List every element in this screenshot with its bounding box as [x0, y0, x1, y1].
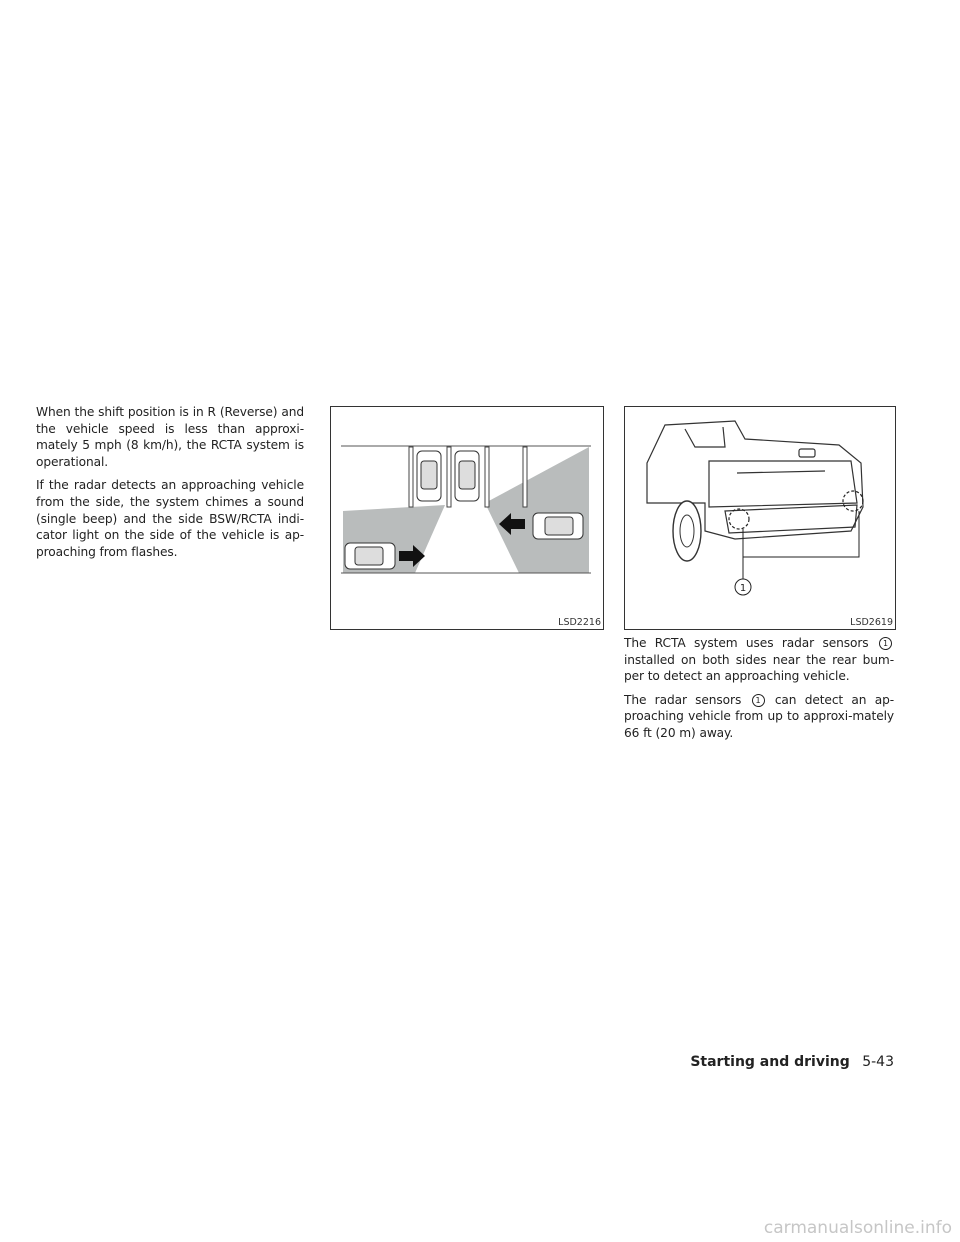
sensor-text-part2: installed on both sides near the rear bum-per to detect an approaching vehicle.: [624, 652, 894, 684]
paragraph-detection-alert: If the radar detects an approaching vehicle from the side, the system chimes a sound (single beep) and the side BSW/RCTA indi-cator light on the side of the vehicle is ap-proaching from flashes.: [36, 478, 304, 559]
left-text-column: [36, 404, 304, 567]
paragraph-operating-condition: When the shift position is in R (Reverse) and the vehicle speed is less than approxi-mately 5 mph (8 km/h), the RCTA system is operational.: [36, 405, 304, 469]
rear-wheel: [673, 501, 701, 561]
sensor-marker-icon: 1: [879, 637, 892, 650]
page-footer: [690, 1054, 894, 1070]
right-text-column: [624, 635, 894, 749]
figure-code: LSD2216: [558, 617, 601, 628]
right-radar-sensor: [843, 491, 863, 511]
parked-car: [417, 451, 441, 501]
sensor-marker-icon: 1: [752, 694, 765, 707]
right-detection-zone: [485, 447, 589, 573]
sensor-text-part1: The RCTA system uses radar sensors: [624, 636, 869, 650]
range-text-part1: The radar sensors: [624, 692, 742, 707]
callout-number: 1: [739, 583, 747, 594]
approaching-car-left: [345, 543, 395, 569]
approaching-car-right: [533, 513, 583, 539]
reversing-car: [455, 451, 479, 501]
figure-code: LSD2619: [850, 617, 893, 628]
rcta-detection-zone-illustration: [330, 406, 604, 630]
section-title: Starting and driving: [690, 1054, 850, 1070]
rear-radar-sensor-illustration: [624, 406, 896, 630]
watermark: carmanualsonline.info: [763, 1218, 952, 1238]
truck-rear-diagram: [625, 407, 895, 629]
parking-lot-diagram: [331, 407, 603, 629]
left-radar-sensor: [729, 509, 749, 529]
paragraph-sensor-location: [624, 635, 894, 685]
paragraph-sensor-range: [624, 692, 894, 742]
page-number: 5-43: [862, 1054, 894, 1070]
range-text-part2: can detect an ap-proaching vehicle from up to approxi-mately 66 ft (20 m) away.: [624, 692, 895, 740]
